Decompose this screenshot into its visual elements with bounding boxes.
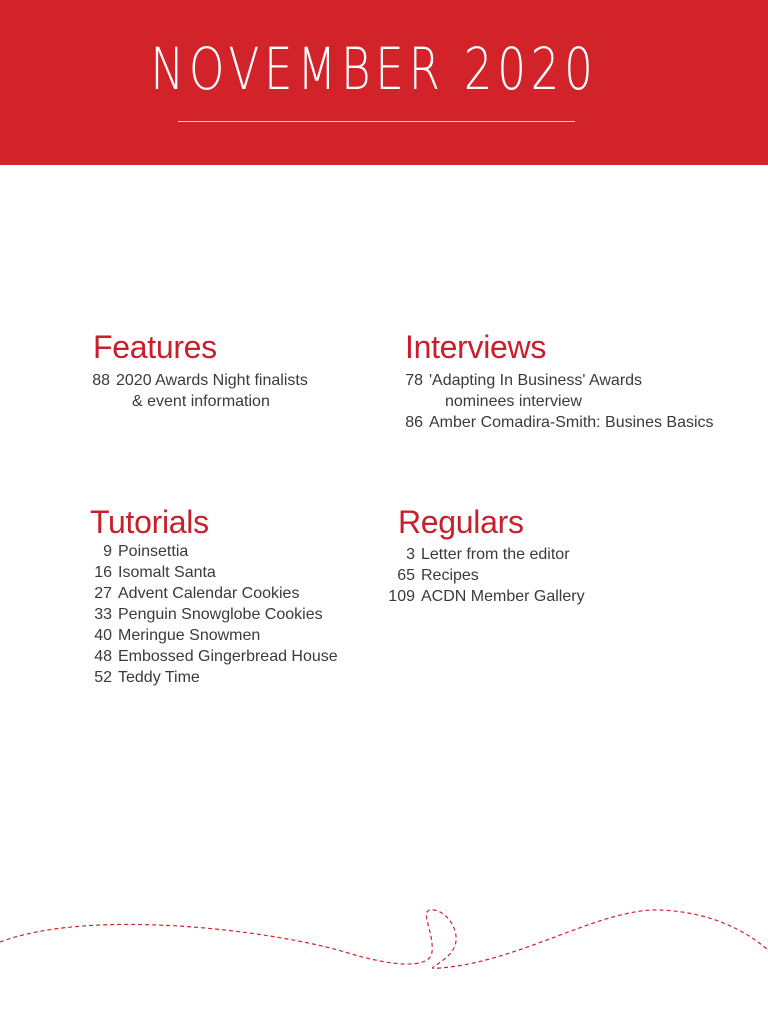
list-item[interactable]	[88, 667, 338, 688]
entry-page: 9	[103, 543, 112, 560]
page-title: NOVEMBER 2020	[150, 35, 598, 103]
entry-title: Isomalt Santa	[118, 564, 216, 581]
entry-title: Advent Calendar Cookies	[118, 585, 300, 602]
entry-page: 27	[94, 585, 112, 602]
list-item[interactable]	[400, 370, 714, 412]
list-item[interactable]	[386, 544, 585, 565]
entry-title: Embossed Gingerbread House	[118, 648, 338, 665]
entry-title: Letter from the editor	[421, 546, 570, 563]
list-item[interactable]	[400, 412, 714, 433]
list-item[interactable]	[386, 586, 585, 607]
entry-page: 16	[94, 564, 112, 581]
tutorials-list	[88, 541, 338, 688]
section-tutorials	[88, 505, 338, 688]
list-item[interactable]	[88, 541, 338, 562]
section-features	[90, 330, 308, 412]
section-interviews	[400, 330, 714, 433]
entry-page: 40	[94, 627, 112, 644]
list-item[interactable]	[88, 562, 338, 583]
section-heading-interviews: Interviews	[405, 329, 547, 365]
section-regulars	[386, 505, 585, 607]
entry-title: ACDN Member Gallery	[421, 588, 585, 605]
entry-title: Poinsettia	[118, 543, 189, 560]
list-item[interactable]	[88, 604, 338, 625]
header-banner	[0, 0, 768, 165]
list-item[interactable]	[90, 370, 308, 412]
entry-title: Recipes	[421, 567, 479, 584]
section-heading-tutorials: Tutorials	[90, 504, 209, 540]
entry-title: 'Adapting In Business' Awards nominees interview	[429, 372, 643, 410]
list-item[interactable]	[386, 565, 585, 586]
dashed-ribbon-decoration	[0, 890, 768, 990]
entry-page: 3	[406, 546, 415, 563]
entry-page: 78	[405, 372, 423, 389]
entry-title: 2020 Awards Night finalists & event information	[116, 372, 308, 410]
entry-page: 48	[94, 648, 112, 665]
entry-title: Teddy Time	[118, 669, 200, 686]
entry-page: 65	[397, 567, 415, 584]
list-item[interactable]	[88, 583, 338, 604]
entry-page: 88	[92, 372, 110, 389]
entry-title: Meringue Snowmen	[118, 627, 261, 644]
features-list	[90, 370, 308, 412]
list-item[interactable]	[88, 625, 338, 646]
entry-page: 33	[94, 606, 112, 623]
section-heading-features: Features	[93, 329, 217, 365]
entry-page: 86	[405, 414, 423, 431]
title-underline	[178, 121, 575, 122]
section-heading-regulars: Regulars	[398, 504, 524, 540]
interviews-list	[400, 370, 714, 433]
entry-page: 109	[388, 588, 415, 605]
entry-title: Amber Comadira-Smith: Busines Basics	[429, 414, 714, 431]
entry-page: 52	[94, 669, 112, 686]
entry-title: Penguin Snowglobe Cookies	[118, 606, 323, 623]
regulars-list	[386, 544, 585, 607]
list-item[interactable]	[88, 646, 338, 667]
